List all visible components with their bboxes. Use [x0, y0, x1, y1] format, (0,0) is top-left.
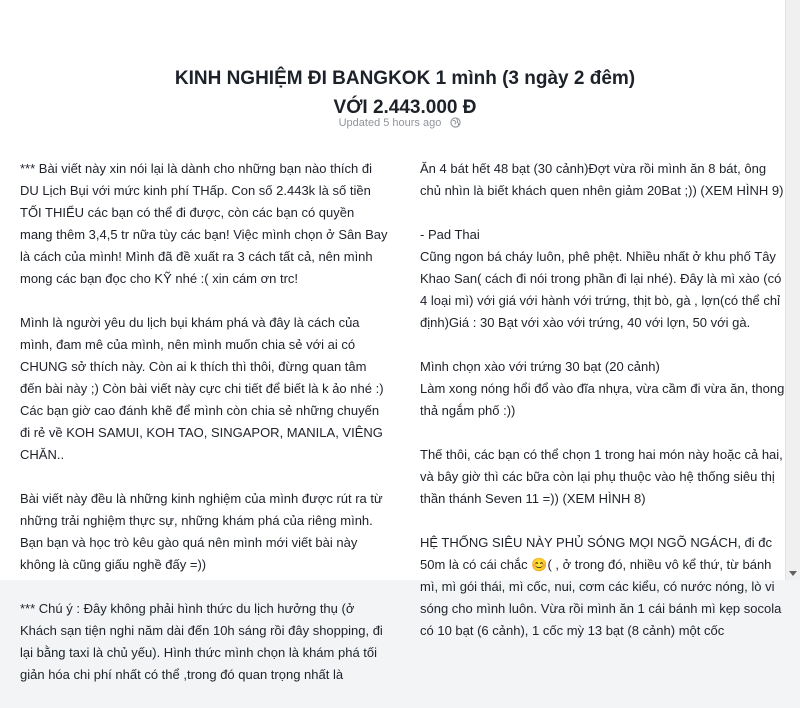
paragraph: *** Bài viết này xin nói lại là dành cho những bạn nào thích đi DU Lịch Bụi với mức kinh phí THấp. Con số 2.443k là số tiền TỐI THIỂU các bạn có thể đi được, còn các bạn có quyền mang thêm 3,4,5 tr nữa tùy các bạn! Việc mình chọn ở Sân Bay là cách của mình! Mình đã đề xuất ra 3 cách tất cả, nên mình mong các bạn đọc cho KỸ nhé :( xin cám ơn trc!: [20, 161, 388, 286]
paragraph: Cũng ngon bá cháy luôn, phê phệt. Nhiều nhất ở khu phố Tây Khao San( cách đi nói trong phần đi lại nhé). Đây là mì xào (có 4 loại mì) với giá với hành với trứng, thịt bò, gà , lợn(có thể chỉ định)Giá : 30 Bạt với xào với trứng, 40 với lợn, 50 với gà.: [420, 249, 782, 330]
post-column-left: [20, 158, 390, 708]
post-title: KINH NGHIỆM ĐI BANGKOK 1 mình (3 ngày 2 đêm) VỚI 2.443.000 Đ: [174, 68, 636, 118]
section-heading: - Pad Thai: [420, 227, 480, 242]
vertical-scrollbar[interactable]: [785, 0, 800, 580]
updated-timestamp[interactable]: Updated 5 hours ago: [338, 117, 442, 129]
scroll-down-arrow-icon[interactable]: [789, 571, 797, 576]
paragraph: Mình chọn xào với trứng 30 bạt (20 cảnh): [420, 359, 660, 374]
paragraph: Làm xong nóng hổi đổ vào đĩa nhựa, vừa cầm đi vừa ăn, thong thả ngắm phố :)): [420, 381, 785, 418]
paragraph: Bài viết này đều là những kinh nghiệm của mình được rút ra từ những trải nghiệm thực sự, những khám phá của riêng mình. Bạn bạn và học trò kêu gào quá nên mình mới viết bài này không là cũng giấu nghề đấy =)): [20, 491, 383, 572]
globe-icon: [450, 117, 461, 131]
paragraph: *** Chú ý : Đây không phải hình thức du lịch hưởng thụ (ở Khách sạn tiện nghi năm dài đến 10h sáng rồi đây shopping, đi lại bằng taxi là chủ yếu). Hình thức mình chọn là khám phá tối giản hóa chi phí nhất có thể ,trong đó quan trọng nhất là: [20, 601, 383, 682]
paragraph: Thế thôi, các bạn có thể chọn 1 trong hai món này hoặc cả hai, và bây giờ thì các bữa còn lại phụ thuộc vào hệ thống siêu thị thần thánh Seven 11 =)) (XEM HÌNH 8): [420, 447, 783, 506]
paragraph: Ăn 4 bát hết 48 bạt (30 cảnh)Đợt vừa rồi mình ăn 8 bát, ông chủ nhìn là biết khách quen nhên giảm 20Bat ;)) (XEM HÌNH 9): [420, 161, 784, 198]
post-column-right: [420, 158, 785, 664]
post-meta: [0, 117, 800, 131]
paragraph: HỆ THỐNG SIÊU NÀY PHỦ SÓNG MỌI NGÕ NGÁCH, đi đc 50m là có cái chắc 😊( , ở trong đó, nhiều vô kể thứ, từ bánh mì, mì gói thái, mì cốc, nui, cơm các kiểu, có nước nóng, lò vi sóng cho mình luôn. Vừa rồi mình ăn 1 cái bánh mì kẹp socola có 10 bạt (6 cảnh), 1 cốc mỳ 13 bạt (8 cảnh) một cốc: [420, 535, 782, 638]
paragraph: Mình là người yêu du lịch bụi khám phá và đây là cách của mình, đam mê của mình, nên mình muốn chia sẻ với ai có CHUNG sở thích này. Còn ai k thích thì thôi, đừng quan tâm đến bài này ;) Còn bài viết này cực chi tiết để biết là k ảo nhé :) Các bạn giờ cao đánh khẽ để mình còn chia sẻ những chuyến đi rẻ về KOH SAMUI, KOH TAO, SINGAPOR, MANILA, VIÊNG CHĂN..: [20, 315, 384, 462]
